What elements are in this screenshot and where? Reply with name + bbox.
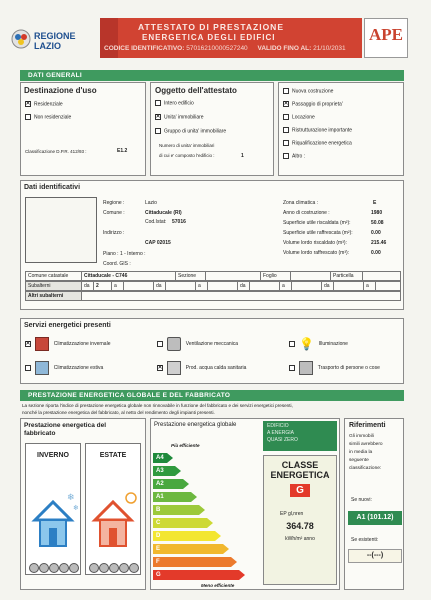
sub-to-1 (124, 282, 154, 291)
nuovi-label: Se nuovi: (351, 497, 372, 503)
catasto-row-1 (26, 272, 401, 281)
energy-class-b: B (153, 505, 199, 515)
energy-class-c: C (153, 518, 207, 528)
service-trasporto[interactable] (289, 361, 380, 375)
comune-catastale-label: Comune catastale (26, 272, 82, 281)
catasto-table (25, 271, 401, 281)
illuminazione-checkbox[interactable] (289, 341, 295, 347)
riferimenti-text (349, 433, 383, 473)
winter-rating-icons (27, 562, 81, 574)
intero-label: Intero edificio (164, 100, 194, 107)
energy-class-e: E (153, 544, 223, 554)
building-photo-frame (25, 197, 97, 263)
nuova-option[interactable] (283, 88, 333, 94)
light-bulb-icon: 💡 (299, 337, 315, 351)
globale-box (150, 418, 340, 590)
riqualificazione-checkbox[interactable] (283, 140, 289, 146)
locazione-option[interactable] (283, 114, 315, 120)
oggetto-box (150, 82, 274, 176)
valid-value: 21/10/2031 (313, 45, 346, 52)
gruppo-option[interactable] (155, 128, 226, 134)
header-banner-shade (100, 18, 118, 58)
energy-class-a3: A3 (153, 466, 175, 476)
subalterni-label: Subalterni (26, 282, 82, 291)
riferimenti-title: Riferimenti (349, 422, 386, 429)
altri-subalterni-row (26, 292, 401, 301)
valid-label: VALIDO FINO AL: (257, 45, 312, 52)
residenziale-option[interactable] (25, 101, 63, 107)
ep-unit: kWh/m² anno (285, 536, 315, 542)
non-residenziale-checkbox[interactable] (25, 114, 31, 120)
nuova-checkbox[interactable] (283, 88, 289, 94)
perf-description-1: La sezione riporta l'indice di prestazione energetica globale non rinnovabile in funzione del fabbricato e dei servizi energetici presenti, (22, 403, 293, 408)
sup-raff-value: 0.00 (371, 230, 381, 236)
vol-raff-label: Volume lordo raffrescato (m³): (283, 250, 350, 256)
classificazione-value: E1.2 (117, 148, 128, 154)
gruppo-checkbox[interactable] (155, 128, 161, 134)
altro-option[interactable] (283, 153, 305, 159)
ident-title: Dati identificativi (24, 184, 81, 191)
svg-text:❄: ❄ (67, 493, 75, 503)
ristrutturazione-label: Ristrutturazione importante (292, 127, 353, 134)
ristrutturazione-option[interactable] (283, 127, 352, 133)
acs-checkbox[interactable] (157, 365, 163, 371)
residenziale-label: Residenziale (34, 101, 63, 108)
nzeb-line-2: A ENERGIA (267, 430, 294, 436)
esistenti-value: --(---) (348, 549, 402, 563)
water-tap-icon (167, 361, 181, 375)
service-clima-est[interactable] (25, 361, 103, 375)
ventilazione-checkbox[interactable] (157, 341, 163, 347)
particella-label: Particella (331, 272, 363, 281)
sub-a-1: a (112, 282, 124, 291)
svg-text:❄: ❄ (73, 504, 79, 512)
locazione-label: Locazione (292, 114, 315, 121)
clima-inv-checkbox[interactable] (25, 341, 31, 347)
piano-label: Piano : 1 - Interno : (103, 251, 146, 257)
esistenti-label: Se esistenti: (351, 537, 379, 543)
codistat-value: 57016 (172, 219, 186, 225)
air-conditioner-icon (35, 361, 49, 375)
house-summer-icon (87, 488, 141, 558)
rif-line-5: classificazione: (349, 466, 382, 471)
sub-from-3 (250, 282, 280, 291)
rif-line-1: Gli immobili (349, 434, 374, 439)
services-box (20, 318, 404, 384)
energy-class-d: D (153, 531, 215, 541)
classificazione-label: Classificazione D.P.R. 412/93 : (25, 149, 87, 154)
anno-label: Anno di costruzione : (283, 210, 330, 216)
header-codes (104, 45, 346, 52)
sub-to-4 (376, 282, 401, 291)
nuova-label: Nuova costruzione (292, 88, 334, 95)
nzeb-line-1: EDIFICIO (267, 423, 289, 429)
comune-catastale-value: Cittaducale - C746 (82, 272, 176, 281)
sub-to-2 (208, 282, 238, 291)
fabbricato-title-1: Prestazione energetica del (24, 422, 107, 429)
region-name: REGIONE LAZIO (34, 31, 76, 51)
vol-raff-value: 0.00 (371, 250, 381, 256)
section-prestazione: PRESTAZIONE ENERGETICA GLOBALE E DEL FABBRICATO (20, 390, 404, 401)
gruppo-label: Gruppo di unita' immobiliare (164, 128, 227, 135)
header-title-line1: ATTESTATO DI PRESTAZIONE (138, 22, 284, 32)
illuminazione-label: Illuminazione (318, 341, 348, 348)
region-emblem-icon (10, 28, 32, 50)
sub-a-4: a (364, 282, 376, 291)
cap-value: CAP 02015 (145, 240, 171, 246)
service-illuminazione[interactable] (289, 337, 348, 351)
estate-panel (85, 443, 141, 575)
nuovi-value: A1 (101.12) (348, 511, 402, 525)
fan-icon (167, 337, 181, 351)
motivo-box (278, 82, 404, 176)
service-ventilazione[interactable] (157, 337, 238, 351)
altro-label: Altro : (292, 153, 306, 160)
energy-class-a4: A4 (153, 453, 167, 463)
classificazione-row (25, 149, 86, 154)
energy-class-a2: A2 (153, 479, 183, 489)
region-logo (10, 28, 32, 50)
coord-label: Coord. GIS : (103, 261, 131, 267)
ristrutturazione-checkbox[interactable] (283, 127, 289, 133)
ident-box (20, 180, 404, 310)
comune-value: Cittaducale (RI) (145, 210, 182, 216)
sub-from-4 (334, 282, 364, 291)
altri-subalterni-table (25, 291, 401, 301)
trasporto-checkbox[interactable] (289, 365, 295, 371)
fabbricato-title-2: fabbricato (24, 430, 56, 437)
vol-risc-label: Volume lordo riscaldato (m³): (283, 240, 347, 246)
ep-value: 364.78 (286, 521, 314, 531)
intero-option[interactable] (155, 100, 194, 106)
service-acs[interactable] (157, 361, 246, 375)
trasporto-label: Trasporto di persone o cose (317, 365, 380, 372)
non-residenziale-option[interactable] (25, 114, 71, 120)
zona-label: Zona climatica : (283, 200, 319, 206)
ape-logo (364, 18, 408, 58)
fabbricato-box (20, 418, 146, 590)
oggetto-title: Oggetto dell'attestato (155, 86, 237, 95)
sub-from-2 (166, 282, 196, 291)
riferimenti-box (344, 418, 404, 590)
inverno-label: INVERNO (37, 452, 69, 459)
section-dati-generali: DATI GENERALI (20, 70, 404, 81)
intero-checkbox[interactable] (155, 100, 161, 106)
numero-value: 1 (241, 153, 244, 159)
globale-title: Prestazione energetica globale (154, 422, 237, 428)
regione-label: Regione : (103, 200, 125, 206)
sub-from-value: 2 (94, 282, 112, 291)
inverno-panel (25, 443, 81, 575)
ape-logo-text: APE (369, 25, 403, 44)
ep-label: EP gl,nren (280, 511, 304, 517)
sezione-value (206, 272, 261, 281)
sezione-label: Sezione (176, 272, 206, 281)
sub-da-1: da (82, 282, 94, 291)
classe-label-2: ENERGETICA (270, 470, 330, 480)
clima-inv-label: Climatizzazione invernale (53, 341, 111, 348)
sub-to-3 (292, 282, 322, 291)
altri-subalterni-value (82, 292, 401, 301)
radiator-icon (35, 337, 49, 351)
sup-raff-label: Superficie utile raffrescata (m²): (283, 230, 353, 236)
ventilazione-label: Ventilazione meccanica (185, 341, 239, 348)
numero-label-1: Numero di unita' immobiliari (159, 143, 215, 148)
code-label: CODICE IDENTIFICATIVO: (104, 45, 185, 52)
rif-line-2: simili avrebbero (349, 442, 383, 447)
header-title-line2: ENERGETICA DEGLI EDIFICI (142, 33, 276, 42)
rif-line-4: seguente (349, 458, 369, 463)
sub-da-2: da (154, 282, 166, 291)
altro-checkbox[interactable] (283, 153, 289, 159)
subalterni-row (26, 282, 401, 291)
unita-label: Unita' immobiliare (164, 114, 204, 121)
acs-label: Prod. acqua calda sanitaria (185, 365, 247, 372)
locazione-checkbox[interactable] (283, 114, 289, 120)
subalterni-table (25, 281, 401, 291)
nzeb-badge (263, 421, 337, 451)
particella-value (363, 272, 401, 281)
destinazione-box (20, 82, 146, 176)
sup-risc-value: 50.08 (371, 220, 384, 226)
services-title: Servizi energetici presenti (24, 322, 111, 329)
clima-est-checkbox[interactable] (25, 365, 31, 371)
codistat-label: Cod.Istat: (145, 219, 167, 225)
sub-da-4: da (322, 282, 334, 291)
anno-value: 1980 (371, 210, 383, 216)
riqualificazione-option[interactable] (283, 140, 352, 146)
elevator-icon (299, 361, 313, 375)
passaggio-option[interactable] (283, 101, 343, 107)
estate-label: ESTATE (99, 452, 127, 459)
classe-value: G (290, 484, 310, 497)
sub-a-2: a (196, 282, 208, 291)
rif-line-3: in media la (349, 450, 373, 455)
service-clima-inv[interactable] (25, 337, 110, 351)
unita-checkbox[interactable] (155, 114, 161, 120)
energy-class-a1: A1 (153, 492, 191, 502)
house-winter-icon (27, 488, 81, 558)
foglio-value (291, 272, 331, 281)
passaggio-checkbox[interactable] (283, 101, 289, 107)
altri-subalterni-label: Altri subalterni (26, 292, 82, 301)
perf-description-2: nonché la prestazione energetica del fabbricato, al netto del rendimento degli impianti presenti. (22, 410, 215, 415)
foglio-label: Foglio (261, 272, 291, 281)
sub-da-3: da (238, 282, 250, 291)
non-residenziale-label: Non residenziale (34, 114, 72, 121)
clima-est-label: Climatizzazione estiva (53, 365, 104, 372)
sub-a-3: a (280, 282, 292, 291)
vol-risc-value: 215.46 (371, 240, 387, 246)
classe-label-1: CLASSE (281, 460, 319, 470)
meno-efficiente-label: Meno efficiente (201, 583, 235, 588)
nzeb-line-3: QUASI ZERO (267, 437, 298, 443)
energy-class-g: G (153, 570, 239, 580)
regione-value: Lazio (145, 200, 157, 206)
unita-option[interactable] (155, 114, 204, 120)
energy-class-f: F (153, 557, 231, 567)
comune-label: Comune : (103, 210, 125, 216)
classe-panel (263, 455, 337, 585)
code-value: 57016210000527240 (186, 45, 248, 52)
piu-efficiente-label: Più efficiente (171, 443, 200, 448)
destinazione-title: Destinazione d'uso (24, 86, 97, 95)
numero-label-2: di cui e' composto l'edificio : (159, 153, 215, 158)
summer-rating-icons (87, 562, 141, 574)
indirizzo-value (145, 230, 265, 236)
indirizzo-label: Indirizzo : (103, 230, 125, 236)
residenziale-checkbox[interactable] (25, 101, 31, 107)
sup-risc-label: Superficie utile riscaldata (m²): (283, 220, 351, 226)
riqualificazione-label: Riqualificazione energetica (292, 140, 352, 147)
passaggio-label: Passaggio di proprieta' (292, 101, 343, 108)
zona-value: E (373, 200, 377, 206)
